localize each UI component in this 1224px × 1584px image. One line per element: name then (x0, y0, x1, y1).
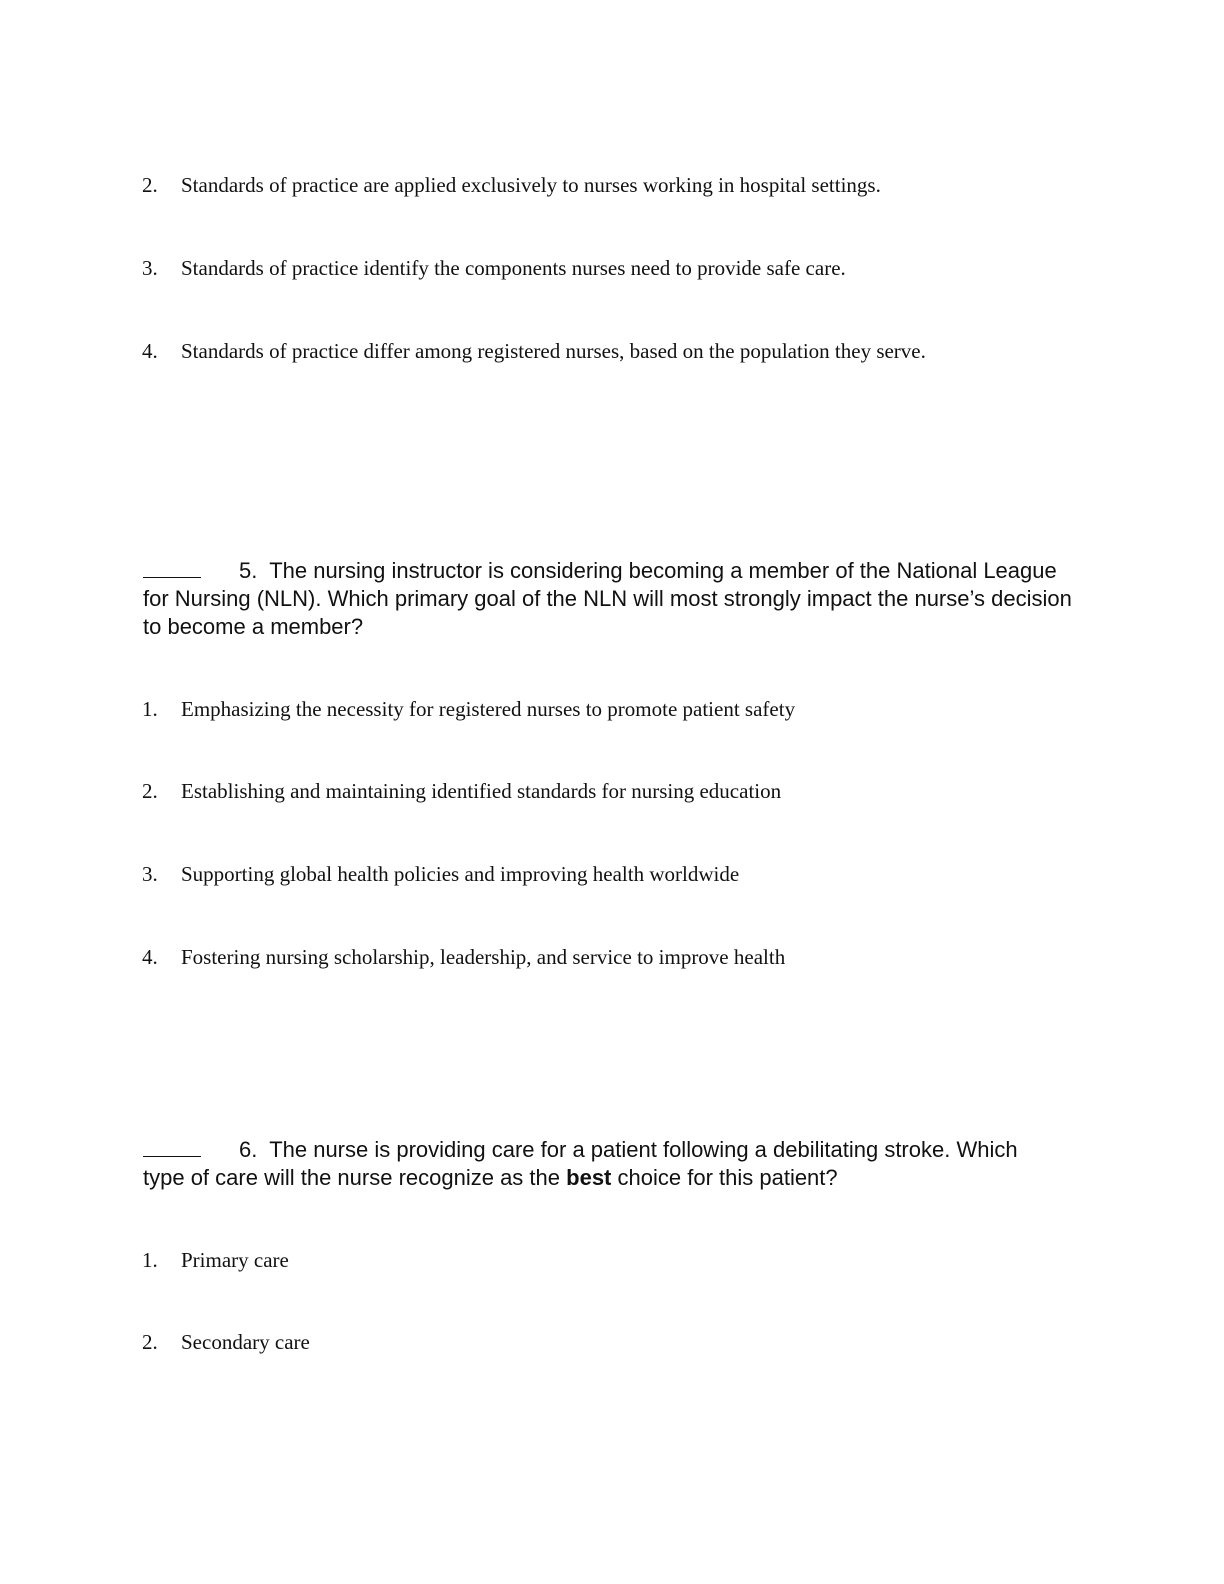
option-text: Establishing and maintaining identified standards for nursing education (181, 779, 782, 803)
answer-blank (143, 1136, 201, 1157)
question-number: 5. (239, 558, 258, 583)
q5-option-1 (142, 696, 982, 723)
q5-option-2 (142, 778, 982, 805)
question-text: The nurse is providing care for a patient following a debilitating stroke. Which type of care will the nurse recognize as the (143, 1137, 1018, 1190)
q4-option-3 (142, 255, 982, 282)
option-number: 4. (142, 339, 158, 363)
option-text: Fostering nursing scholarship, leadership, and service to improve health (181, 945, 786, 969)
q5-stem (143, 557, 1073, 641)
option-number: 2. (142, 173, 158, 197)
question-text-end: choice for this patient? (617, 1165, 838, 1190)
q5-option-3 (142, 861, 982, 888)
answer-blank (143, 557, 201, 578)
q4-option-2 (142, 172, 982, 199)
option-text: Emphasizing the necessity for registered nurses to promote patient safety (181, 697, 796, 721)
option-number: 3. (142, 256, 158, 280)
q6-stem (143, 1136, 1023, 1192)
q4-option-4 (142, 338, 972, 365)
q6-option-1 (142, 1247, 982, 1274)
option-text: Standards of practice are applied exclusively to nurses working in hospital settings. (181, 173, 881, 197)
option-text: Supporting global health policies and improving health worldwide (181, 862, 740, 886)
question-number: 6. (239, 1137, 258, 1162)
option-text: Primary care (181, 1248, 289, 1272)
option-text: Standards of practice differ among registered nurses, based on the population they serve. (181, 339, 926, 363)
question-text: The nursing instructor is considering becoming a member of the National League for Nursing (NLN). Which primary goal of the NLN will most strongly impact the nurse’s decision to become a member? (143, 558, 1072, 639)
option-number: 4. (142, 945, 158, 969)
q5-option-4 (142, 944, 982, 971)
option-number: 1. (142, 697, 158, 721)
option-text: Standards of practice identify the components nurses need to provide safe care. (181, 256, 846, 280)
q6-option-2 (142, 1329, 982, 1356)
option-number: 1. (142, 1248, 158, 1272)
option-text: Secondary care (181, 1330, 310, 1354)
option-number: 3. (142, 862, 158, 886)
option-number: 2. (142, 779, 158, 803)
option-number: 2. (142, 1330, 158, 1354)
emphasis-text: best (566, 1165, 612, 1190)
